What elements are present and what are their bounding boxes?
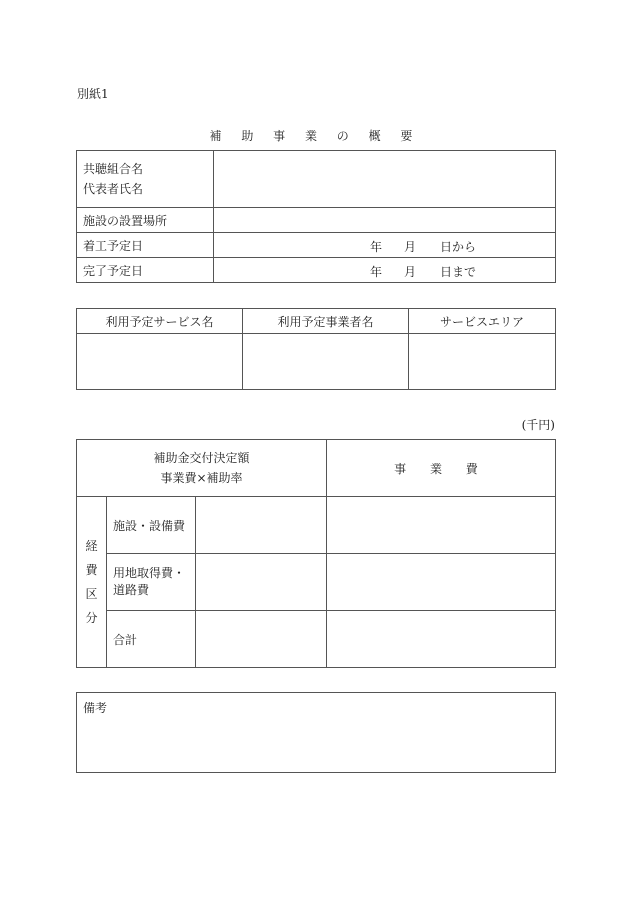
expense-category-label <box>77 497 107 668</box>
facility-equipment-label: 施設・設備費 <box>107 497 196 554</box>
total-grant-field[interactable] <box>196 611 327 668</box>
facility-location-field[interactable] <box>214 208 556 233</box>
service-name-header: 利用予定サービス名 <box>77 309 243 334</box>
grant-decision-amount-label: 補助金交付決定額 <box>153 451 250 465</box>
land-acquisition-label: 用地取得費・ <box>113 566 186 580</box>
representative-name-label: 代表者氏名 <box>83 182 144 196</box>
overview-table <box>76 150 556 283</box>
service-area-header: サービスエリア <box>409 309 556 334</box>
remarks-box[interactable] <box>76 692 556 773</box>
end-day-unit: 日まで <box>440 265 477 279</box>
end-month-unit: 月 <box>404 265 417 279</box>
facility-label: 施設の設置場所 <box>77 208 214 233</box>
page-title: 補 助 事 業 の 概 要 <box>209 129 421 143</box>
start-year-unit: 年 <box>370 240 383 254</box>
project-cost-header: 事 業 費 <box>327 440 556 497</box>
land-road-label <box>107 554 196 611</box>
start-day-unit: 日から <box>440 240 477 254</box>
org-label-cell <box>77 151 214 208</box>
service-table <box>76 308 556 390</box>
road-cost-label: 道路費 <box>113 583 150 597</box>
end-date-label: 完了予定日 <box>77 258 214 283</box>
unit-note: (千円) <box>521 418 555 432</box>
service-name-field[interactable] <box>77 334 243 390</box>
attachment-label: 別紙1 <box>77 87 109 101</box>
end-date-field[interactable] <box>214 258 556 283</box>
remarks-label: 備考 <box>83 701 108 715</box>
grant-formula-label: 事業費×補助率 <box>160 471 243 485</box>
service-area-field[interactable] <box>409 334 556 390</box>
start-month-unit: 月 <box>404 240 417 254</box>
provider-name-header: 利用予定事業者名 <box>243 309 409 334</box>
org-name-label: 共聴組合名 <box>83 162 144 176</box>
provider-name-field[interactable] <box>243 334 409 390</box>
total-label: 合計 <box>107 611 196 668</box>
total-cost-field[interactable] <box>327 611 556 668</box>
land-grant-field[interactable] <box>196 554 327 611</box>
end-year-unit: 年 <box>370 265 383 279</box>
expense-table <box>76 439 556 668</box>
facility-cost-field[interactable] <box>327 497 556 554</box>
grant-amount-header <box>77 440 327 497</box>
category-char: 費 <box>85 563 98 577</box>
org-value-field[interactable] <box>214 151 556 208</box>
land-cost-field[interactable] <box>327 554 556 611</box>
start-date-field[interactable] <box>214 233 556 258</box>
facility-grant-field[interactable] <box>196 497 327 554</box>
category-char: 分 <box>85 611 98 625</box>
category-char: 経 <box>85 539 98 553</box>
start-date-label: 着工予定日 <box>77 233 214 258</box>
category-char: 区 <box>85 587 98 601</box>
